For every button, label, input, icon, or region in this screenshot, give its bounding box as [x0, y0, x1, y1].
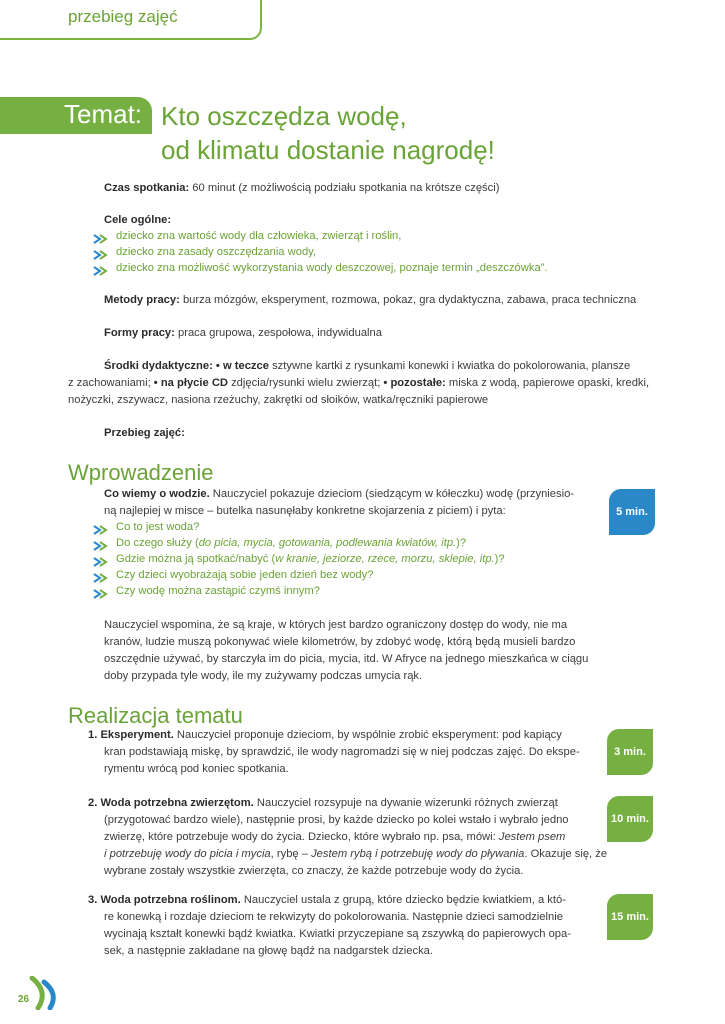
- intro-paragraph-line: kranów, ludzie muszą pokonywać wiele kilometrów, by zdobyć wodę, którą będą musieli bardzo: [104, 636, 576, 648]
- question-item: Do czego służy (do picia, mycia, gotowania, podlewania kwiatów, itp.)?: [116, 537, 467, 549]
- meeting-time-label: Czas spotkania:: [104, 182, 190, 194]
- intro-lead-2: ną najlepiej w misce – butelka nasunęłaby konkretne skojarzenia z piciem) i pyta:: [104, 505, 506, 517]
- bullet-arrow-icon: [92, 556, 112, 568]
- methods: Metody pracy: burza mózgów, eksperyment, rozmowa, pokaz, gra dydaktyczna, zabawa, praca techniczna: [104, 294, 637, 306]
- question-item: Czy wodę można zastąpić czymś innym?: [116, 585, 320, 597]
- step-3-line: re konewką i rozdaje dzieciom te rekwizyty do pokolorowania. Następnie dzieci samodzielnie: [104, 911, 563, 923]
- step-2-line: (przygotować bardzo wiele), następnie prosi, by każde dziecko po kolei wstało i wybrało jedno: [104, 814, 569, 826]
- resources-line-3: nożyczki, zszywacz, nasiona rzeżuchy, zakrętki od słoików, watka/ręczniki papierowe: [68, 394, 489, 406]
- meeting-time: [104, 180, 499, 197]
- time-badge-intro: 5 min.: [609, 489, 655, 535]
- intro-paragraph-line: oszczędnie używać, by starczyła im do picia, mycia, itd. W Afryce na jednego mieszkańca w ciągu: [104, 653, 589, 665]
- meeting-time-value: 60 minut (z możliwością podziału spotkania na krótsze części): [189, 182, 500, 194]
- topic-label: Temat:: [64, 99, 143, 129]
- bullet-arrow-icon: [92, 265, 112, 277]
- step-1-line: rymentu wrócą pod koniec spotkania.: [104, 763, 289, 775]
- intro-paragraph-line: Nauczyciel wspomina, że są kraje, w których jest bardzo ograniczony dostęp do wody, nie ma: [104, 619, 568, 631]
- running-header: przebieg zajęć: [68, 7, 178, 26]
- page-number: 26: [18, 994, 30, 1005]
- bullet-arrow-icon: [92, 540, 112, 552]
- footer-logo-icon: [28, 976, 68, 1010]
- step-3-line: 3. Woda potrzebna roślinom. Nauczyciel ustala z grupą, które dziecko będzie kwiatkiem, a któ-: [88, 894, 566, 906]
- step-2-line: 2. Woda potrzebna zwierzętom. Nauczyciel rozsypuje na dywanie wizerunki różnych zwierząt: [88, 797, 558, 809]
- goal-item: dziecko zna możliwość wykorzystania wody deszczowej, poznaje termin „deszczówka”.: [116, 262, 548, 274]
- step-2-line: zwierzę, które potrzebuje wody do życia. Dziecko, które wybrało np. psa, mówi: Jestem psem: [104, 831, 566, 843]
- question-item: Czy dzieci wyobrażają sobie jeden dzień bez wody?: [116, 569, 374, 581]
- goal-item: dziecko zna zasady oszczędzania wody,: [116, 246, 317, 258]
- step-2-line: i potrzebuję wody do picia i mycia, rybę – Jestem rybą i potrzebuję wody do pływania. Okazuje się, że: [104, 848, 608, 860]
- step-3-line: wycinają kształt konewki bądź kwiatka. Kwiatki przyczepiane są zszywką do papierowych opa-: [104, 928, 571, 940]
- time-badge-step-1: 3 min.: [607, 729, 653, 775]
- bullet-arrow-icon: [92, 588, 112, 600]
- step-3-line: sek, a następnie zakładane na głowę bądź na nadgarstek dziecka.: [104, 945, 434, 957]
- forms: Formy pracy: praca grupowa, zespołowa, indywidualna: [104, 327, 382, 339]
- title-line-2: od klimatu dostanie nagrodę!: [161, 135, 495, 165]
- resources-line-2: z zachowaniami; • na płycie CD zdjęcia/rysunki wielu zwierząt; • pozostałe: miska z wodą, papierowe opaski, kredki,: [68, 377, 650, 389]
- question-item: Co to jest woda?: [116, 521, 200, 533]
- bullet-arrow-icon: [92, 524, 112, 536]
- intro-paragraph-line: doby przypada tyle wody, ile my zużywamy podczas umycia rąk.: [104, 670, 423, 682]
- bullet-arrow-icon: [92, 249, 112, 261]
- section-heading-realization: Realizacja tematu: [68, 703, 243, 728]
- course-label: Przebieg zajęć:: [104, 427, 185, 439]
- time-badge-step-3: 15 min.: [607, 894, 653, 940]
- step-2-line: wybrane zostały wszystkie zwierzęta, co znaczy, że każde potrzebuje wody do życia.: [104, 865, 524, 877]
- goal-item: dziecko zna wartość wody dla człowieka, zwierząt i roślin,: [116, 230, 402, 242]
- title-line-1: Kto oszczędza wodę,: [161, 101, 407, 131]
- bullet-arrow-icon: [92, 572, 112, 584]
- page-title: [161, 99, 495, 167]
- resources-line-1: Środki dydaktyczne: • w teczce sztywne kartki z rysunkami konewki i kwiatka do pokolorowania, plansze: [104, 360, 631, 372]
- bullet-arrow-icon: [92, 233, 112, 245]
- question-item: Gdzie można ją spotkać/nabyć (w kranie, jeziorze, rzece, morzu, sklepie, itp.)?: [116, 553, 505, 565]
- goals-label: Cele ogólne:: [104, 214, 172, 226]
- intro-lead-1: Co wiemy o wodzie. Nauczyciel pokazuje dzieciom (siedzącym w kółeczku) wodę (przyniesio-: [104, 488, 575, 500]
- step-1-line: 1. Eksperyment. Nauczyciel proponuje dzieciom, by wspólnie zrobić eksperyment: pod kapiący: [88, 729, 562, 741]
- time-badge-step-2: 10 min.: [607, 796, 653, 842]
- section-heading-intro: Wprowadzenie: [68, 460, 214, 485]
- step-1-line: kran podstawiają miskę, by sprawdzić, ile wody nagromadzi się w niej podczas zajęć. Do ekspe-: [104, 746, 580, 758]
